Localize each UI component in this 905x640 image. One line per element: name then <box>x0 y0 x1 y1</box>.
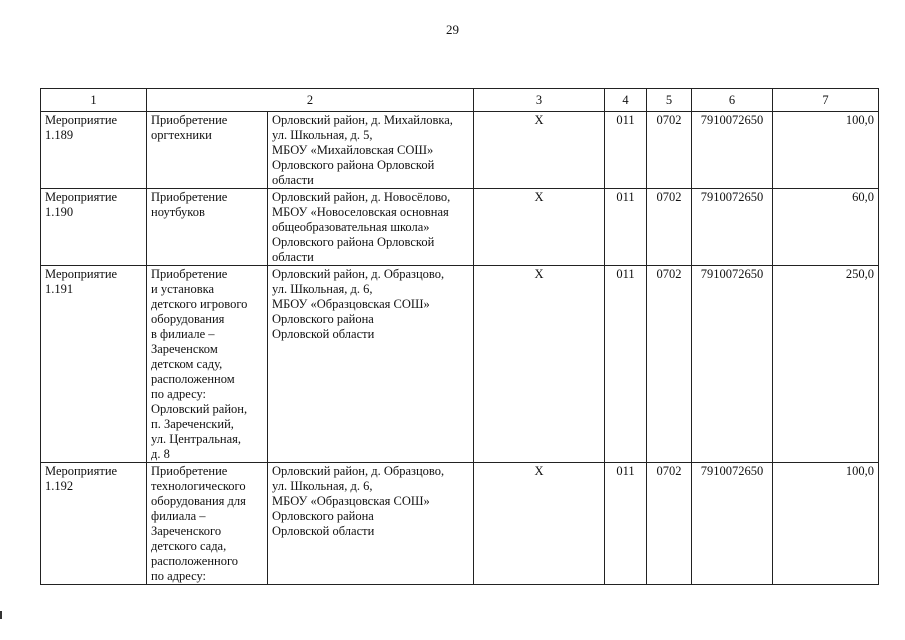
location-cell-line: Орловского района <box>272 509 374 523</box>
location-cell-line: Орловского района Орловской <box>272 235 435 249</box>
header-cell-5: 5 <box>647 89 692 112</box>
header-cell-4: 4 <box>605 89 647 112</box>
code-cell: 7910072650 <box>692 266 773 463</box>
measure-name-cell-line: ул. Центральная, <box>151 432 242 446</box>
measure-name-cell-line: оргтехники <box>151 128 212 142</box>
measure-name-cell-line: по адресу: <box>151 387 207 401</box>
location-cell-line: ул. Школьная, д. 6, <box>272 282 373 296</box>
amount-cell: 60,0 <box>773 189 879 266</box>
measure-name-cell <box>147 189 268 266</box>
measure-name-cell <box>147 266 268 463</box>
measure-name-cell-line: д. 8 <box>151 447 170 461</box>
location-cell-line: Орловский район, д. Образцово, <box>272 267 445 281</box>
location-cell <box>268 463 474 585</box>
location-cell-line: Орловский район, д. Образцово, <box>272 464 445 478</box>
measure-id-cell <box>41 189 147 266</box>
amount-cell: 100,0 <box>773 463 879 585</box>
location-cell-line: ул. Школьная, д. 6, <box>272 479 373 493</box>
col4-cell: 011 <box>605 189 647 266</box>
col3-cell: Х <box>474 463 605 585</box>
table-row <box>41 266 879 463</box>
measure-name-cell-line: Зареченском <box>151 342 218 356</box>
col3-cell: Х <box>474 266 605 463</box>
location-cell-line: общеобразовательная школа» <box>272 220 430 234</box>
measure-name-cell <box>147 463 268 585</box>
budget-table <box>40 88 879 585</box>
measure-name-cell-line: филиала – <box>151 509 206 523</box>
col5-cell: 0702 <box>647 463 692 585</box>
measure-id-cell-line: Мероприятие <box>45 190 118 204</box>
col4-cell: 011 <box>605 112 647 189</box>
amount-cell: 100,0 <box>773 112 879 189</box>
header-row <box>41 89 879 112</box>
location-cell-line: МБОУ «Образцовская СОШ» <box>272 297 430 311</box>
location-cell-line: Орловский район, д. Михайловка, <box>272 113 453 127</box>
col3-cell: Х <box>474 112 605 189</box>
col5-cell: 0702 <box>647 266 692 463</box>
measure-name-cell <box>147 112 268 189</box>
measure-name-cell-line: Орловский район, <box>151 402 248 416</box>
location-cell <box>268 112 474 189</box>
header-cell-7: 7 <box>773 89 879 112</box>
measure-id-cell-line: 1.190 <box>45 205 74 219</box>
location-cell-line: области <box>272 173 314 187</box>
measure-id-cell-line: Мероприятие <box>45 113 118 127</box>
measure-name-cell-line: ноутбуков <box>151 205 205 219</box>
measure-id-cell-line: Мероприятие <box>45 267 118 281</box>
table-row <box>41 463 879 585</box>
location-cell-line: Орловской области <box>272 327 375 341</box>
location-cell-line: МБОУ «Михайловская СОШ» <box>272 143 434 157</box>
measure-id-cell-line: 1.192 <box>45 479 74 493</box>
col4-cell: 011 <box>605 463 647 585</box>
page-number: 29 <box>446 22 459 37</box>
header-cell-3: 3 <box>474 89 605 112</box>
location-cell <box>268 266 474 463</box>
code-cell: 7910072650 <box>692 189 773 266</box>
code-cell: 7910072650 <box>692 463 773 585</box>
measure-name-cell-line: Приобретение <box>151 464 228 478</box>
measure-id-cell <box>41 266 147 463</box>
col5-cell: 0702 <box>647 189 692 266</box>
location-cell <box>268 189 474 266</box>
location-cell-line: Орловской области <box>272 524 375 538</box>
col5-cell: 0702 <box>647 112 692 189</box>
header-cell-6: 6 <box>692 89 773 112</box>
measure-name-cell-line: расположенного <box>151 554 239 568</box>
code-cell: 7910072650 <box>692 112 773 189</box>
header-cell-2: 2 <box>147 89 474 112</box>
measure-name-cell-line: Приобретение <box>151 190 228 204</box>
measure-name-cell-line: по адресу: <box>151 569 207 583</box>
measure-name-cell-line: технологического <box>151 479 246 493</box>
col3-cell: Х <box>474 189 605 266</box>
location-cell-line: МБОУ «Новоселовская основная <box>272 205 449 219</box>
table-row <box>41 189 879 266</box>
col4-cell: 011 <box>605 266 647 463</box>
location-cell-line: Орловский район, д. Новосёлово, <box>272 190 451 204</box>
measure-name-cell-line: оборудования <box>151 312 225 326</box>
measure-id-cell-line: Мероприятие <box>45 464 118 478</box>
measure-id-cell-line: 1.191 <box>45 282 74 296</box>
margin-mark <box>0 611 2 619</box>
measure-name-cell-line: Приобретение <box>151 113 228 127</box>
table-body <box>41 89 879 585</box>
table-row <box>41 112 879 189</box>
measure-name-cell-line: в филиале – <box>151 327 215 341</box>
location-cell-line: Орловского района Орловской <box>272 158 435 172</box>
location-cell-line: МБОУ «Образцовская СОШ» <box>272 494 430 508</box>
measure-name-cell-line: расположенном <box>151 372 235 386</box>
measure-id-cell <box>41 463 147 585</box>
measure-name-cell-line: Приобретение <box>151 267 228 281</box>
measure-name-cell-line: детского сада, <box>151 539 227 553</box>
measure-name-cell-line: детского игрового <box>151 297 248 311</box>
measure-id-cell <box>41 112 147 189</box>
location-cell-line: ул. Школьная, д. 5, <box>272 128 373 142</box>
location-cell-line: Орловского района <box>272 312 374 326</box>
measure-name-cell-line: оборудования для <box>151 494 246 508</box>
amount-cell: 250,0 <box>773 266 879 463</box>
header-cell-1: 1 <box>41 89 147 112</box>
location-cell-line: области <box>272 250 314 264</box>
measure-name-cell-line: п. Зареченский, <box>151 417 234 431</box>
measure-name-cell-line: и установка <box>151 282 215 296</box>
measure-id-cell-line: 1.189 <box>45 128 74 142</box>
measure-name-cell-line: детском саду, <box>151 357 223 371</box>
measure-name-cell-line: Зареченского <box>151 524 222 538</box>
